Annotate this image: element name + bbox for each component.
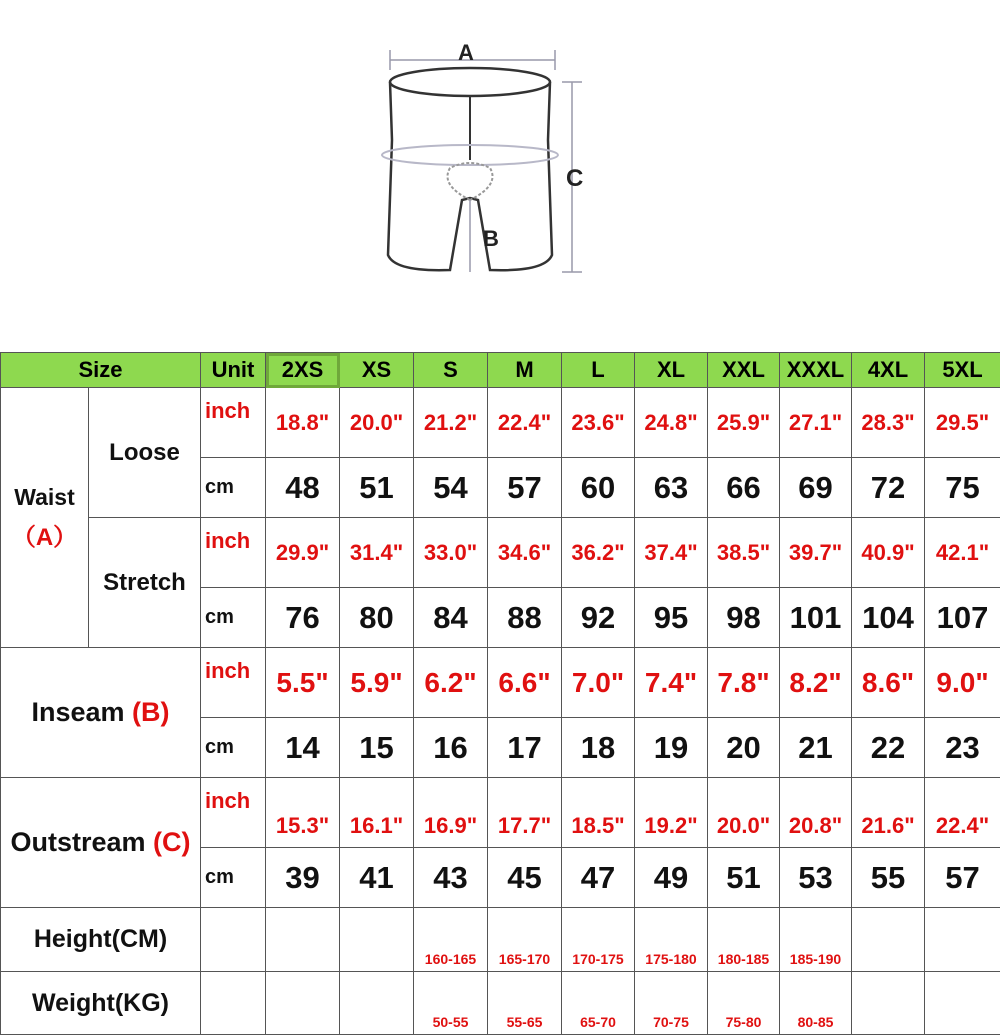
waist-stretch-inch-row — [1, 518, 1000, 588]
table-cell: 80-85 — [780, 972, 852, 1035]
table-cell: 72 — [852, 458, 925, 518]
inseam-label-cell — [1, 648, 201, 778]
table-cell: 9.0" — [925, 648, 1000, 718]
height-row — [1, 908, 1000, 972]
table-cell: 42.1" — [925, 518, 1000, 588]
waist-label-cell — [1, 388, 89, 648]
table-cell: 8.2" — [780, 648, 852, 718]
table-cell: 175-180 — [635, 908, 708, 972]
unit-inch: inch — [201, 388, 266, 458]
table-cell: 7.8" — [708, 648, 780, 718]
table-cell: 22.4" — [925, 778, 1000, 848]
table-cell: 76 — [266, 588, 340, 648]
table-cell: 38.5" — [708, 518, 780, 588]
table-cell: 17 — [488, 718, 562, 778]
size-col-4xl: 4XL — [852, 353, 925, 388]
table-cell: 55 — [852, 848, 925, 908]
table-cell: 18.5" — [562, 778, 635, 848]
unit-inch: inch — [201, 778, 266, 848]
size-header: Size — [1, 353, 201, 388]
table-cell — [266, 972, 340, 1035]
table-cell: 170-175 — [562, 908, 635, 972]
table-cell: 160-165 — [414, 908, 488, 972]
size-col-xl: XL — [635, 353, 708, 388]
table-cell — [925, 908, 1000, 972]
table-cell: 69 — [780, 458, 852, 518]
table-cell: 16.1" — [340, 778, 414, 848]
header-row — [1, 353, 1000, 388]
table-cell: 66 — [708, 458, 780, 518]
table-cell: 22.4" — [488, 388, 562, 458]
table-cell — [201, 908, 266, 972]
table-cell: 19 — [635, 718, 708, 778]
dimension-label-a: A — [458, 40, 474, 66]
table-cell: 84 — [414, 588, 488, 648]
table-cell: 55-65 — [488, 972, 562, 1035]
table-cell: 104 — [852, 588, 925, 648]
table-cell: 51 — [708, 848, 780, 908]
table-cell: 101 — [780, 588, 852, 648]
table-cell: 34.6" — [488, 518, 562, 588]
table-cell: 5.5" — [266, 648, 340, 718]
table-cell: 49 — [635, 848, 708, 908]
size-col-5xl: 5XL — [925, 353, 1000, 388]
table-cell: 88 — [488, 588, 562, 648]
table-cell: 25.9" — [708, 388, 780, 458]
unit-inch: inch — [201, 648, 266, 718]
table-cell: 16.9" — [414, 778, 488, 848]
table-cell: 5.9" — [340, 648, 414, 718]
table-cell — [852, 972, 925, 1035]
size-col-xxl: XXL — [708, 353, 780, 388]
unit-header: Unit — [201, 353, 266, 388]
shorts-diagram — [0, 0, 1000, 345]
size-col-2xs: 2XS — [266, 353, 340, 388]
table-cell: 20.8" — [780, 778, 852, 848]
size-col-l: L — [562, 353, 635, 388]
unit-cm: cm — [201, 718, 266, 778]
table-cell — [201, 972, 266, 1035]
dimension-label-b: B — [483, 226, 499, 252]
table-cell: 21.2" — [414, 388, 488, 458]
outseam-inch-row — [1, 778, 1000, 848]
unit-cm: cm — [201, 588, 266, 648]
table-cell — [852, 908, 925, 972]
table-cell: 6.2" — [414, 648, 488, 718]
table-cell: 18 — [562, 718, 635, 778]
size-chart-table — [0, 352, 1000, 1035]
dimension-label-c: C — [566, 165, 583, 193]
table-cell: 54 — [414, 458, 488, 518]
shorts-outline-illustration — [0, 0, 1000, 345]
table-cell: 18.8" — [266, 388, 340, 458]
table-cell: 37.4" — [635, 518, 708, 588]
table-cell: 17.7" — [488, 778, 562, 848]
size-col-m: M — [488, 353, 562, 388]
table-cell: 60 — [562, 458, 635, 518]
table-cell: 14 — [266, 718, 340, 778]
table-cell: 7.0" — [562, 648, 635, 718]
table-cell: 92 — [562, 588, 635, 648]
inseam-label-sub: (B) — [132, 697, 169, 727]
table-cell: 80 — [340, 588, 414, 648]
table-cell: 21 — [780, 718, 852, 778]
unit-cm: cm — [201, 458, 266, 518]
table-cell: 29.5" — [925, 388, 1000, 458]
table-cell: 27.1" — [780, 388, 852, 458]
table-cell: 70-75 — [635, 972, 708, 1035]
table-cell: 50-55 — [414, 972, 488, 1035]
inseam-label: Inseam — [31, 697, 124, 727]
unit-cm: cm — [201, 848, 266, 908]
table-cell: 185-190 — [780, 908, 852, 972]
table-cell: 33.0" — [414, 518, 488, 588]
table-cell: 6.6" — [488, 648, 562, 718]
table-cell: 43 — [414, 848, 488, 908]
table-cell: 23.6" — [562, 388, 635, 458]
table-cell: 180-185 — [708, 908, 780, 972]
table-cell: 24.8" — [635, 388, 708, 458]
table-cell: 40.9" — [852, 518, 925, 588]
table-cell: 165-170 — [488, 908, 562, 972]
table-cell — [266, 908, 340, 972]
table-cell: 39 — [266, 848, 340, 908]
weight-label: Weight(KG) — [1, 972, 201, 1035]
table-cell — [925, 972, 1000, 1035]
loose-label: Loose — [89, 388, 201, 518]
table-cell: 48 — [266, 458, 340, 518]
table-cell: 57 — [488, 458, 562, 518]
table-cell: 36.2" — [562, 518, 635, 588]
table-cell: 29.9" — [266, 518, 340, 588]
inseam-inch-row — [1, 648, 1000, 718]
waist-label-sub: （A） — [1, 517, 88, 552]
size-col-xs: XS — [340, 353, 414, 388]
table-cell: 45 — [488, 848, 562, 908]
table-cell: 39.7" — [780, 518, 852, 588]
table-cell: 98 — [708, 588, 780, 648]
table-cell: 16 — [414, 718, 488, 778]
table-cell: 75-80 — [708, 972, 780, 1035]
table-cell: 63 — [635, 458, 708, 518]
table-cell: 15 — [340, 718, 414, 778]
unit-inch: inch — [201, 518, 266, 588]
table-cell: 23 — [925, 718, 1000, 778]
table-cell: 19.2" — [635, 778, 708, 848]
table-cell: 51 — [340, 458, 414, 518]
table-cell: 31.4" — [340, 518, 414, 588]
waist-label: Waist — [1, 484, 88, 511]
outseam-label: Outstream — [10, 827, 145, 857]
waist-loose-inch-row — [1, 388, 1000, 458]
weight-row — [1, 972, 1000, 1035]
table-cell: 20.0" — [708, 778, 780, 848]
table-cell — [340, 908, 414, 972]
table-cell: 47 — [562, 848, 635, 908]
table-cell: 107 — [925, 588, 1000, 648]
table-cell: 41 — [340, 848, 414, 908]
table-cell: 8.6" — [852, 648, 925, 718]
table-cell: 22 — [852, 718, 925, 778]
size-col-xxxl: XXXL — [780, 353, 852, 388]
table-cell: 20.0" — [340, 388, 414, 458]
outseam-label-cell — [1, 778, 201, 908]
table-cell: 20 — [708, 718, 780, 778]
table-cell: 95 — [635, 588, 708, 648]
outseam-label-sub: (C) — [153, 827, 190, 857]
table-cell: 15.3" — [266, 778, 340, 848]
table-cell: 7.4" — [635, 648, 708, 718]
table-cell: 57 — [925, 848, 1000, 908]
stretch-label: Stretch — [89, 518, 201, 648]
table-cell: 65-70 — [562, 972, 635, 1035]
table-cell: 28.3" — [852, 388, 925, 458]
table-cell: 75 — [925, 458, 1000, 518]
size-col-s: S — [414, 353, 488, 388]
table-cell — [340, 972, 414, 1035]
table-cell: 21.6" — [852, 778, 925, 848]
height-label: Height(CM) — [1, 908, 201, 972]
table-cell: 53 — [780, 848, 852, 908]
